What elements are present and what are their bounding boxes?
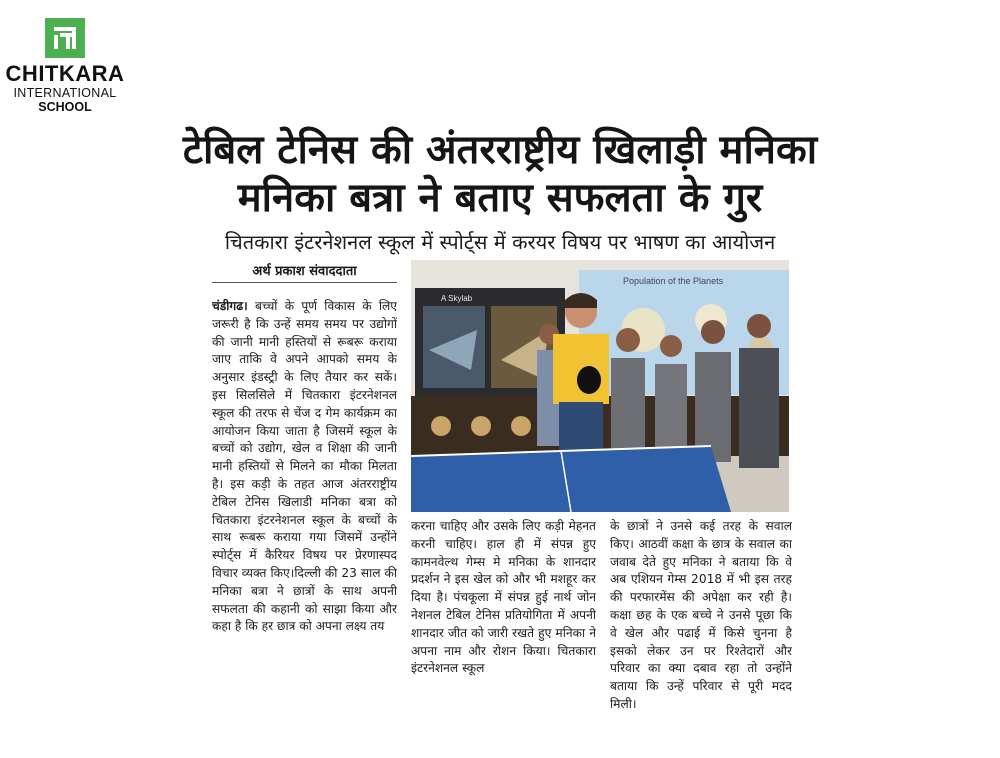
poster-label-left: A Skylab — [441, 294, 473, 303]
logo-subtitle: INTERNATIONAL — [13, 86, 117, 100]
logo-mark-icon — [45, 18, 85, 58]
article-column-2: करना चाहिए और उसके लिए कड़ी मेहनत करनी चाहिए। हाल ही में संपन्न हुए कामनवेल्थ गेम्स मे मनिका के शानदार प्रदर्शन ने इस खेल को और भी मशहूर कर दिया है। पंचकूला में संपन्न हुई नार्थ जोन नेशनल टेबिल टेनिस प्रतियोगिता में अपनी शानदार जीत को जारी रखते हुए मनिका ने अपना नाम और रोशन किया। चितकारा इंटरनेशनल स्कूल — [411, 519, 596, 676]
article-column-3: के छात्रों ने उनसे कई तरह के सवाल किए। आठवीं कक्षा के छात्र के सवाल का जवाब देते हुए मनिका ने बताया कि वे अब एशियन गेम्स 2018 में भी इस तरह की परफारमेंस की अपेक्षा कर रही है। कक्षा छह के एक बच्चे ने उनसे पूछा कि वे खेल और पढाई में किसे चुनना है इसको लेकर उन पर रिश्तेदारों और परिवार का क्या दबाव रहा तो उन्होंने बताया कि उन्हें परिवार से पूरी मदद मिली। — [610, 519, 792, 711]
poster-label-right: Population of the Planets — [623, 276, 724, 286]
byline: अर्थ प्रकाश संवाददाता — [212, 262, 397, 283]
school-logo — [4, 18, 126, 114]
subheadline: चितकारा इंटरनेशनल स्कूल में स्पोर्ट्स में करयर विषय पर भाषण का आयोजन — [224, 230, 776, 254]
headline-line-1: टेबिल टेनिस की अंतरराष्ट्रीय खिलाड़ी मनिका — [182, 127, 818, 173]
logo-brand-text: CHITKARA — [5, 61, 125, 86]
column-1-text: बच्चों के पूर्ण विकास के लिए जरूरी है कि उन्हें समय समय पर उद्योगों की जानी मानी हस्तियों से रूबरू कराया जाए ताकि वे अपने आपको समय के अनुसार इंडस्ट्री के लिए तैयार कर सकें। इस सिलसिले में चितकारा इंटरनेशनल स्कूल की तरफ से चेंज द गेम कार्यक्रम का आयोजन किया जाता है जिसमें स्कूल के बच्चों को उद्योग, खेल व शिक्षा की जानी मानी हस्तियों से मिलने का मौका मिलता है। इस कड़ी के तहत आज अंतरराष्ट्रीय टेबिल टेनिस खिलाडी मनिका बत्रा को चितकारा इंटरनेशनल स्कूल के बच्चों के साथ रूबरू कराया गया जिसमें उन्होंने स्पोर्ट्स में कैरियर विषय पर प्रेरणास्पद विचार व्यक्त किए।दिल्ली की 23 साल की मनिका बत्रा ने छात्रों के साथ अपनी सफलता की कहानी को साझा किया और कहा है कि हर छात्र को अपना लक्ष्य तय — [212, 299, 397, 634]
logo-subtitle-school: SCHOOL — [38, 100, 92, 114]
article-photo — [411, 260, 789, 512]
dateline: चंडीगढ। — [212, 299, 248, 313]
headline-line-2: मनिका बत्रा ने बताए सफलता के गुर — [237, 175, 763, 221]
article-column-1 — [212, 298, 397, 738]
